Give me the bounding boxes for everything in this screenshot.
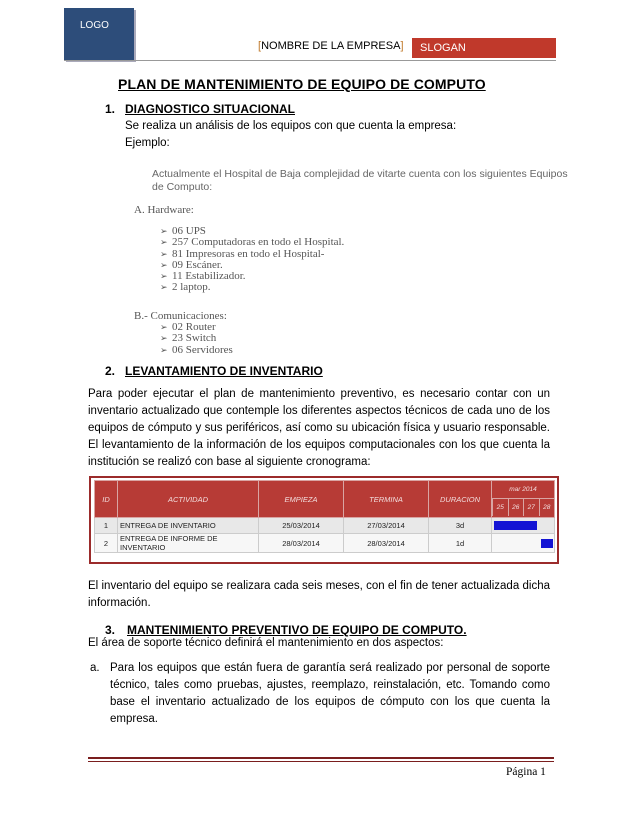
table-row (95, 534, 555, 553)
hardware-list (160, 226, 344, 294)
col-header-calendar (492, 481, 555, 518)
cell-duration: 3d (429, 518, 492, 534)
arrow-bullet-icon: ➢ (160, 344, 168, 355)
cell-end: 27/03/2014 (344, 518, 429, 534)
arrow-bullet-icon: ➢ (160, 248, 168, 259)
list-item: ➢ 02 Router (160, 321, 216, 333)
table-row (95, 518, 555, 534)
list-item: ➢ 81 Impresoras en todo el Hospital- (160, 247, 325, 260)
page-title: PLAN DE MANTENIMIENTO DE EQUIPO DE COMPUTO (118, 76, 486, 92)
arrow-bullet-icon: ➢ (160, 333, 168, 344)
gantt-bar (494, 521, 537, 530)
company-name: [NOMBRE DE LA EMPRESA] (258, 40, 404, 52)
section-2-heading: 2. LEVANTAMIENTO DE INVENTARIO (105, 364, 323, 378)
slogan: SLOGAN (412, 38, 556, 58)
list-item-a-text: Para los equipos que están fuera de garantía será realizado por personal de soporte técnico, tales como pruebas, ajustes, reemplazo, reinstalación, etc. Tomando como base el inventario actualizado de los equipos de cómputo con los que cuenta la empresa. (110, 662, 550, 725)
col-header-end: TERMINA (344, 481, 429, 518)
calendar-day: 25 (492, 499, 508, 516)
col-header-start: EMPIEZA (259, 481, 344, 518)
footer-rule (88, 757, 554, 759)
list-item: ➢ 06 Servidores (160, 343, 233, 356)
cell-activity: ENTREGA DE INVENTARIO (118, 518, 259, 534)
calendar-day: 26 (508, 499, 524, 516)
section-3-heading: 3. MANTENIMIENTO PREVENTIVO DE EQUIPO DE COMPUTO. (105, 623, 467, 637)
section-1-heading: 1. DIAGNOSTICO SITUACIONAL (105, 102, 295, 116)
cell-start: 28/03/2014 (259, 534, 344, 553)
arrow-bullet-icon: ➢ (160, 237, 168, 248)
col-header-duration: DURACION (429, 481, 492, 518)
logo (64, 8, 134, 60)
gantt-table (94, 480, 555, 553)
list-item: ➢ 2 laptop. (160, 281, 211, 294)
after-gantt-paragraph: El inventario del equipo se realizara cada seis meses, con el fin de tener actualizada dicha información. (88, 580, 550, 609)
calendar-day: 27 (523, 499, 539, 516)
list-item: ➢ 06 UPS (160, 225, 206, 237)
arrow-bullet-icon: ➢ (160, 282, 168, 293)
page-number: Página 1 (506, 766, 546, 778)
cell-start: 25/03/2014 (259, 518, 344, 534)
footer-rule-thin (88, 761, 554, 762)
logo-text: LOGO (80, 20, 109, 31)
section-2-paragraph: Para poder ejecutar el plan de mantenimiento preventivo, es necesario contar con un inventario actualizado que contemple los diferentes aspectos técnicos de cada uno de los equipos de cómputo y sus periféricos, así como su ubicación física y usuario responsable. El levantamiento de la información de los equipos computacionales con los que cuenta la institución se realizó con base al siguiente cronograma: (88, 388, 550, 468)
cell-id: 2 (95, 534, 118, 553)
calendar-month: mar 2014 (492, 482, 554, 499)
cell-id: 1 (95, 518, 118, 534)
arrow-bullet-icon: ➢ (160, 259, 168, 270)
section-1-line-2: Ejemplo: (125, 137, 170, 149)
list-item: ➢ 23 Switch (160, 332, 217, 345)
arrow-bullet-icon: ➢ (160, 226, 168, 236)
comms-list (160, 322, 233, 356)
hardware-label: A. Hardware: (134, 204, 194, 216)
cell-duration: 1d (429, 534, 492, 553)
section-3-intro: El área de soporte técnico definirá el mantenimiento en dos aspectos: (88, 637, 444, 649)
arrow-bullet-icon: ➢ (160, 322, 168, 332)
cell-end: 28/03/2014 (344, 534, 429, 553)
arrow-bullet-icon: ➢ (160, 271, 168, 282)
cell-activity: ENTREGA DE INFORME DE INVENTARIO (118, 534, 259, 553)
list-marker: a. (90, 662, 100, 674)
header-divider (64, 60, 556, 61)
col-header-activity: ACTIVIDAD (118, 481, 259, 518)
list-item: ➢ 257 Computadoras en todo el Hospital. (160, 236, 345, 249)
list-item-a (90, 660, 550, 728)
list-item: ➢ 11 Estabilizador. (160, 270, 246, 283)
example-intro-1: Actualmente el Hospital de Baja complejidad de vitarte cuenta con los siguientes Equipos (152, 168, 568, 180)
gantt-bar (541, 539, 553, 548)
list-item: ➢ 09 Escáner. (160, 258, 223, 271)
col-header-id: ID (95, 481, 118, 518)
comms-label: B.- Comunicaciones: (134, 310, 227, 322)
section-1-line-1: Se realiza un análisis de los equipos con que cuenta la empresa: (125, 120, 457, 132)
example-intro-2: de Computo: (152, 181, 213, 193)
calendar-day: 28 (539, 499, 555, 516)
